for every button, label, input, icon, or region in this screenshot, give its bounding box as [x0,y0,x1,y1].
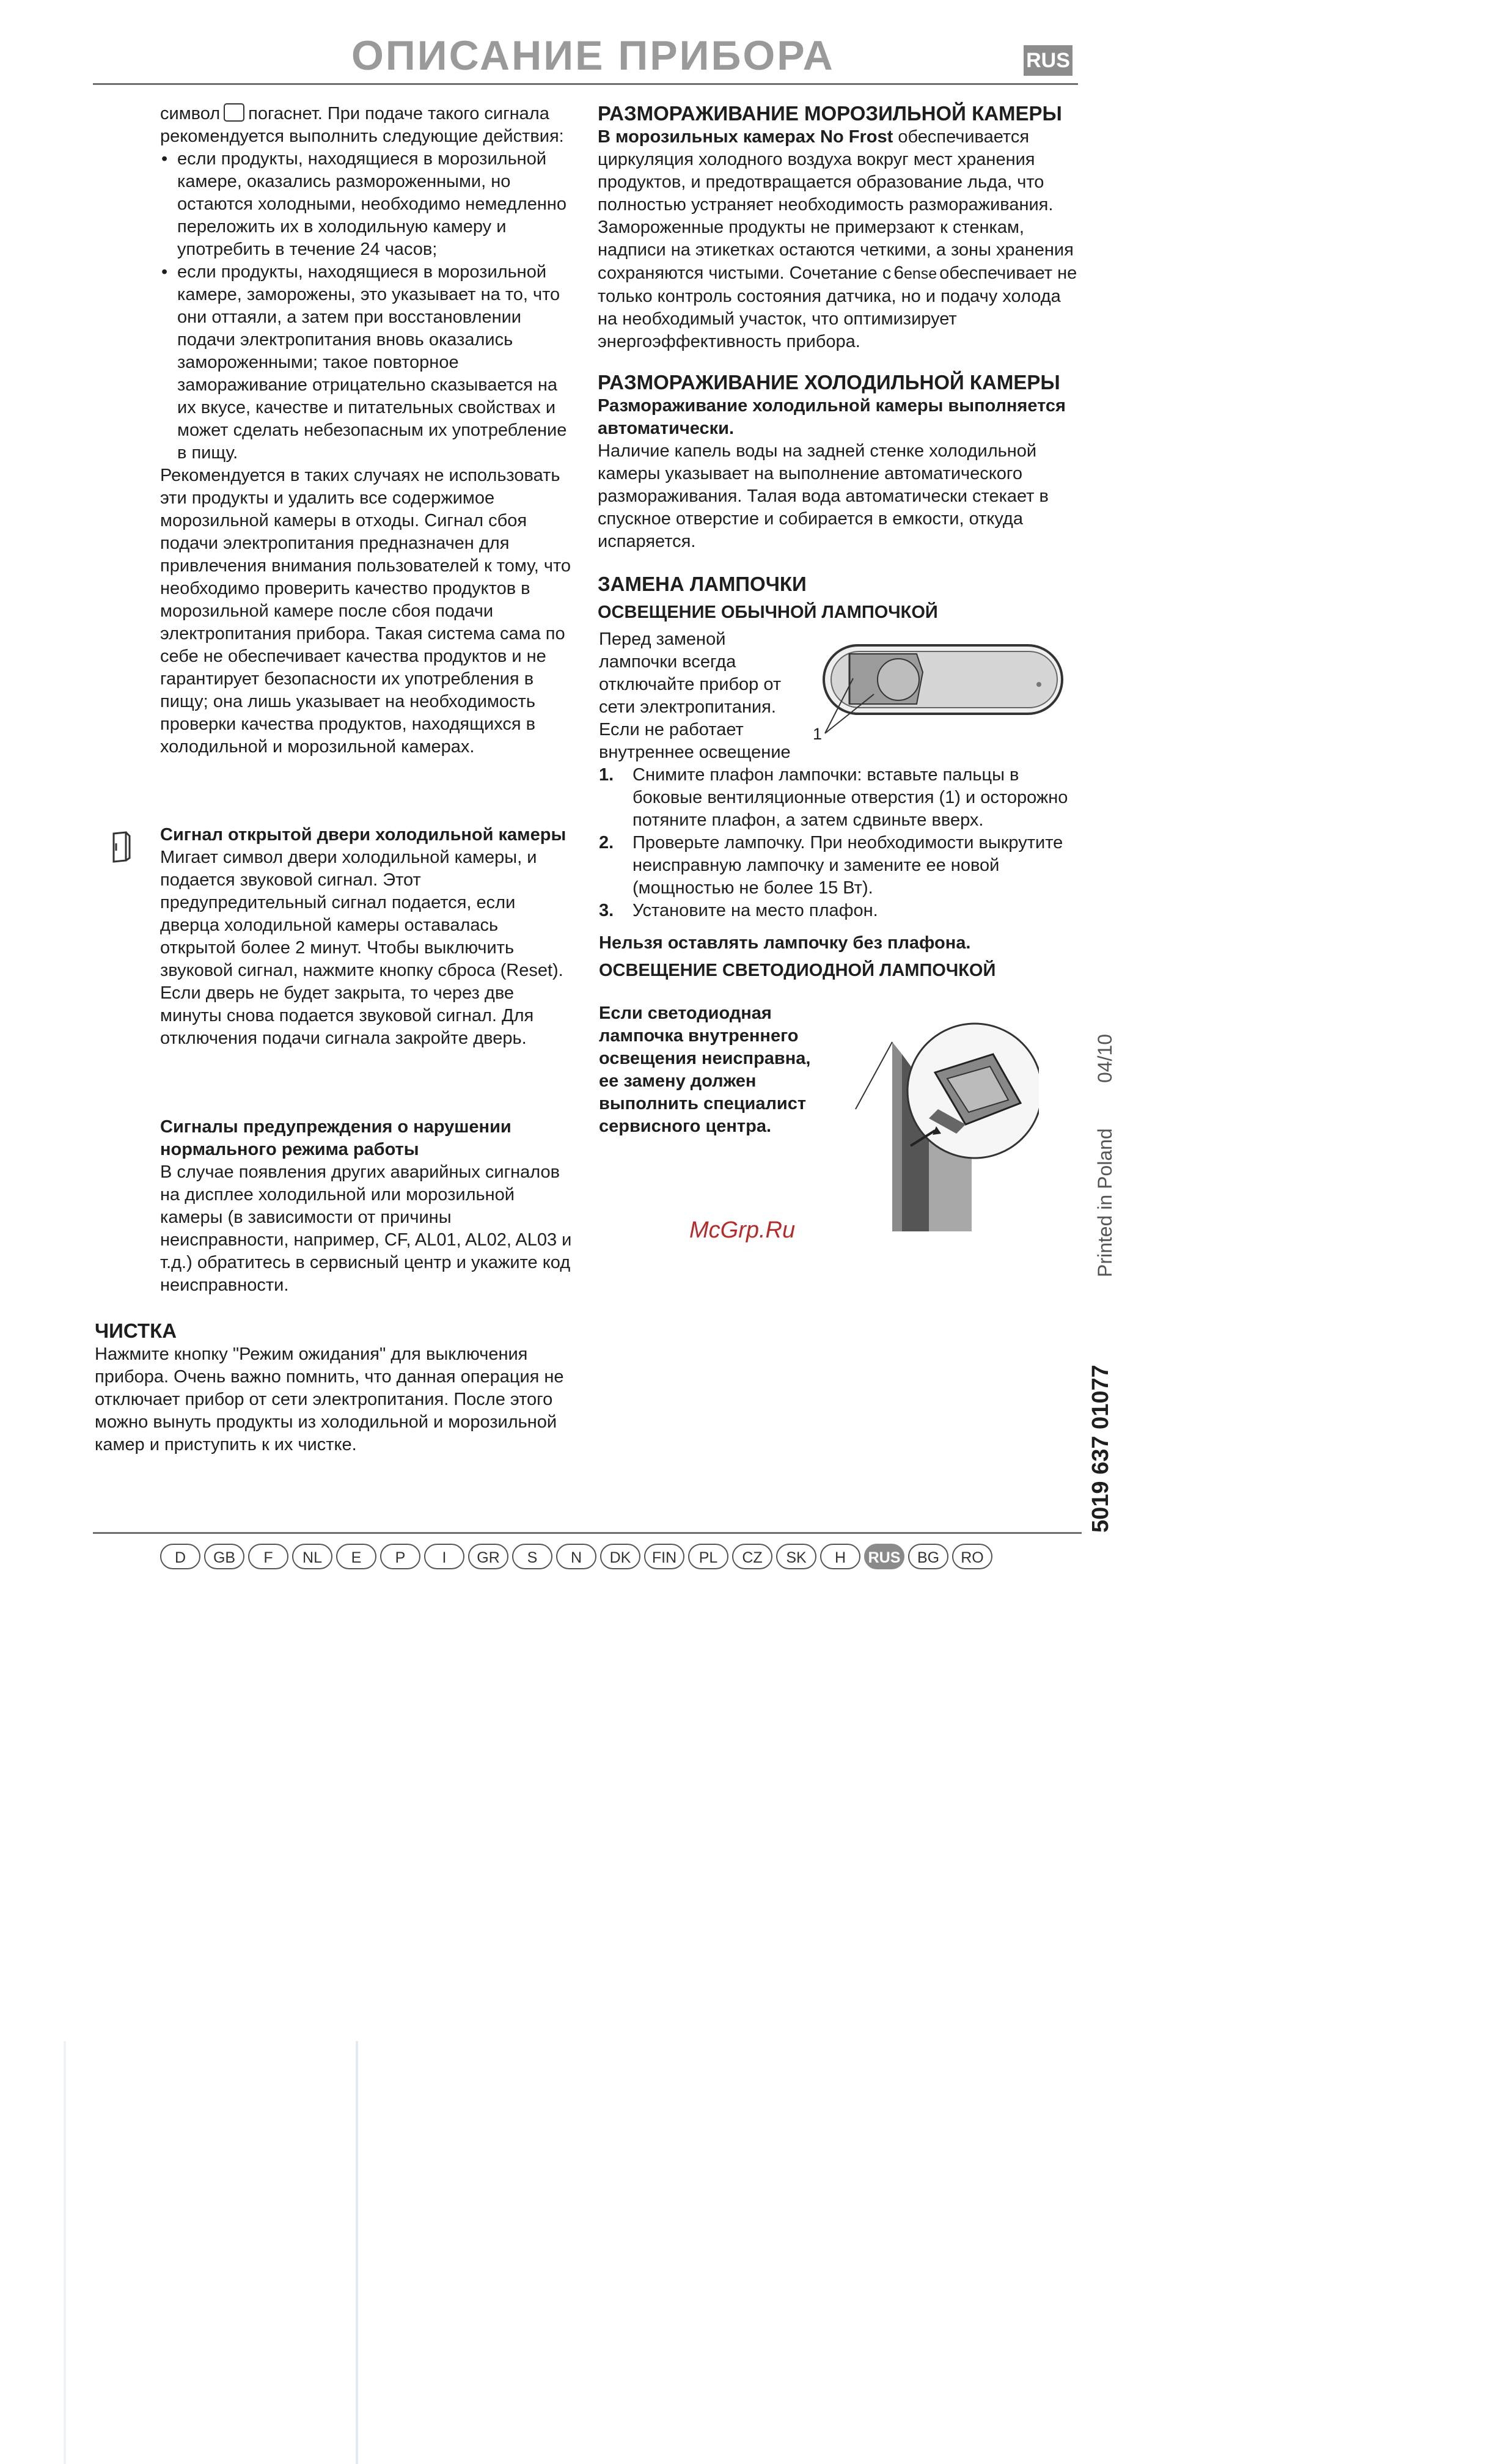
fridge-defrost-lead: Размораживание холодильной камеры выполняется автоматически. [598,396,1066,438]
fridge-defrost-text: Наличие капель воды на задней стенке холодильной камеры указывает на выполнение автоматического размораживания. Талая вода автоматически стекает в спускное отверстие и собирается в емкости, откуда испаряется. [598,441,1049,551]
lamp-section-header [598,572,1080,624]
cleaning-title: ЧИСТКА [95,1319,177,1342]
language-selector [160,1544,992,1569]
lang-pl: PL [688,1544,728,1569]
printed-in-label: Printed in Poland [1094,1128,1116,1277]
freezer-defrost-body-end: обеспечивает не только контроль состояния датчика, но и подачу холода на необходимый участок, что оптимизирует энергоэффективность прибора. [598,263,1077,351]
lang-fin: FIN [644,1544,684,1569]
lang-sk: SK [776,1544,816,1569]
left-column [160,103,576,758]
cleaning-text: Нажмите кнопку "Режим ожидания" для выключения прибора. Очень важно помнить, что данная операция не отключает прибор от сети электропитания. После этого можно вынуть продукты из холодильной и морозильной камер и приступить к их чистке. [95,1344,564,1454]
header-rule [93,83,1078,85]
lamp-steps [599,764,1082,982]
intro-text-end: погаснет. При подаче такого сигнала рекомендуется выполнить следующие действия: [160,104,564,146]
lang-n: N [556,1544,596,1569]
action-list [160,148,576,464]
step-text: Проверьте лампочку. При необходимости выкрутите неисправную лампочку и замените ее новой (мощностью не более 15 Вт). [632,833,1063,898]
freezer-defrost-text [598,126,1080,353]
print-date: 04/10 [1094,1033,1116,1083]
led-lamp-illustration [843,1018,1039,1234]
list-item [599,832,1082,900]
lamp-intro [599,628,807,764]
lang-ro: RO [952,1544,992,1569]
list-item: • если продукты, находящиеся в морозильной камере, оказались размороженными, но остаются холодными, необходимо немедленно переложить их в холодильную камеру и употребить в течение 24 часов; [160,148,576,261]
lamp-intro-text: Перед заменой лампочки всегда отключайте прибор от сети электропитания. Если не работает внутреннее освещение [599,629,791,762]
fridge-defrost-title: РАЗМОРАЖИВАНИЕ ХОЛОДИЛЬНОЙ КАМЕРЫ [598,371,1060,394]
lang-rus: RUS [864,1544,904,1569]
document-code: 5019 637 01077 [1088,1365,1113,1533]
lang-s: S [512,1544,552,1569]
lang-gb: GB [204,1544,244,1569]
watermark: McGrp.Ru [689,1217,796,1243]
list-item [599,764,1082,832]
lamp-step-list [599,764,1082,922]
lang-p: P [380,1544,420,1569]
warning-title: Сигналы предупреждения о нарушении нормального режима работы [160,1117,512,1159]
door-alarm-title: Сигнал открытой двери холодильной камеры [160,825,566,845]
snowflake-alarm-icon [224,103,244,122]
lang-i: I [424,1544,464,1569]
lang-de: D [160,1544,200,1569]
lang-dk: DK [600,1544,640,1569]
lang-cz: CZ [732,1544,772,1569]
step-number: 2. [599,833,614,853]
freezer-defrost-lead: В морозильных камерах No Frost [598,127,893,147]
lang-bg: BG [908,1544,948,1569]
led-text: Если светодиодная лампочка внутреннего освещения неисправна, ее замену должен выполнить специалист сервисного центра. [599,1003,811,1136]
intro-text-start: символ [160,104,221,123]
door-alarm-section [160,824,576,1050]
lamp-title: ЗАМЕНА ЛАМПОЧКИ [598,573,807,595]
step-number: 3. [599,901,614,920]
callout-number: 1 [813,725,823,743]
footer-rule [93,1532,1082,1534]
list-item [599,900,1082,922]
lamp-cover-illustration [807,636,1069,755]
fridge-defrost-section [598,370,1080,553]
list-item: • если продукты, находящиеся в морозильной камере, заморожены, это указывает на то, что они оттаяли, а затем при восстановлении подачи электропитания вновь оказались замороженными; такое повторное замораживание отрицательно сказывается на их вкусе, качестве и питательных свойствах и может сделать небезопасным их употребление в пищу. [160,261,576,464]
scan-artifact [64,2041,66,2464]
door-alarm-text: Мигает символ двери холодильной камеры, и подается звуковой сигнал. Этот предупредительный сигнал подается, если дверца холодильной камеры оставалась открытой более 2 минут. Чтобы выключить звуковой сигнал, нажмите кнопку сброса (Reset). Если дверь не будет закрыта, то через две минуты снова подается звуковой сигнал. Для отключения подачи сигнала закройте дверь. [160,848,563,1048]
recommend-paragraph: Рекомендуется в таких случаях не использовать эти продукты и удалить все содержимое морозильной камеры в отходы. Сигнал сбоя подачи электропитания предназначен для привлечения внимания пользователей к тому, что необходимо проверить качество продуктов в морозильной камере после сбоя подачи электропитания прибора. Такая система сама по себе не обеспечивает качества продуктов и не гарантирует безопасности их употребления в пищу; она лишь указывает на необходимость проверки качества продуктов, находящихся в холодильной и морозильной камерах. [160,466,571,757]
warning-text: В случае появления других аварийных сигналов на дисплее холодильной или морозильной камеры (в зависимости от причины неисправности, например, CF, AL01, AL02, AL03 и т.д.) обратитесь в сервисный центр и укажите код неисправности. [160,1162,572,1295]
intro-paragraph [160,103,576,148]
lamp-subtitle: ОСВЕЩЕНИЕ ОБЫЧНОЙ ЛАМПОЧКОЙ [598,603,938,622]
lang-gr: GR [468,1544,508,1569]
led-title: ОСВЕЩЕНИЕ СВЕТОДИОДНОЙ ЛАМПОЧКОЙ [599,961,996,980]
lang-h: H [820,1544,860,1569]
language-tag: RUS [1024,45,1072,76]
warning-section [160,1116,576,1297]
lang-f: F [248,1544,288,1569]
lang-nl: NL [292,1544,332,1569]
page-title: ОПИСАНИЕ ПРИБОРА [351,32,835,79]
freezer-defrost-body: обеспечивается циркуляция холодного воздуха вокруг мест хранения продуктов, и предотвращается образование льда, что полностью устраняет необходимость размораживания. Замороженные продукты не примерзают к стенкам, надписи на этикетках остаются четкими, а зоны хранения сохраняются чистыми. Сочетание с [598,127,1074,283]
freezer-defrost-section [598,101,1080,353]
step-number: 1. [599,765,614,785]
sense-logo: 6ense [893,263,937,283]
step-text: Снимите плафон лампочки: вставьте пальцы в боковые вентиляционные отверстия (1) и осторожно потяните плафон, а затем сдвиньте вверх. [632,765,1068,830]
scan-artifact [356,2041,358,2464]
door-icon [110,831,132,866]
cleaning-section [95,1319,578,1456]
lang-e: E [336,1544,376,1569]
freezer-defrost-title: РАЗМОРАЖИВАНИЕ МОРОЗИЛЬНОЙ КАМЕРЫ [598,102,1062,125]
lamp-warning: Нельзя оставлять лампочку без плафона. [599,933,971,953]
step-text: Установите на место плафон. [632,901,878,920]
